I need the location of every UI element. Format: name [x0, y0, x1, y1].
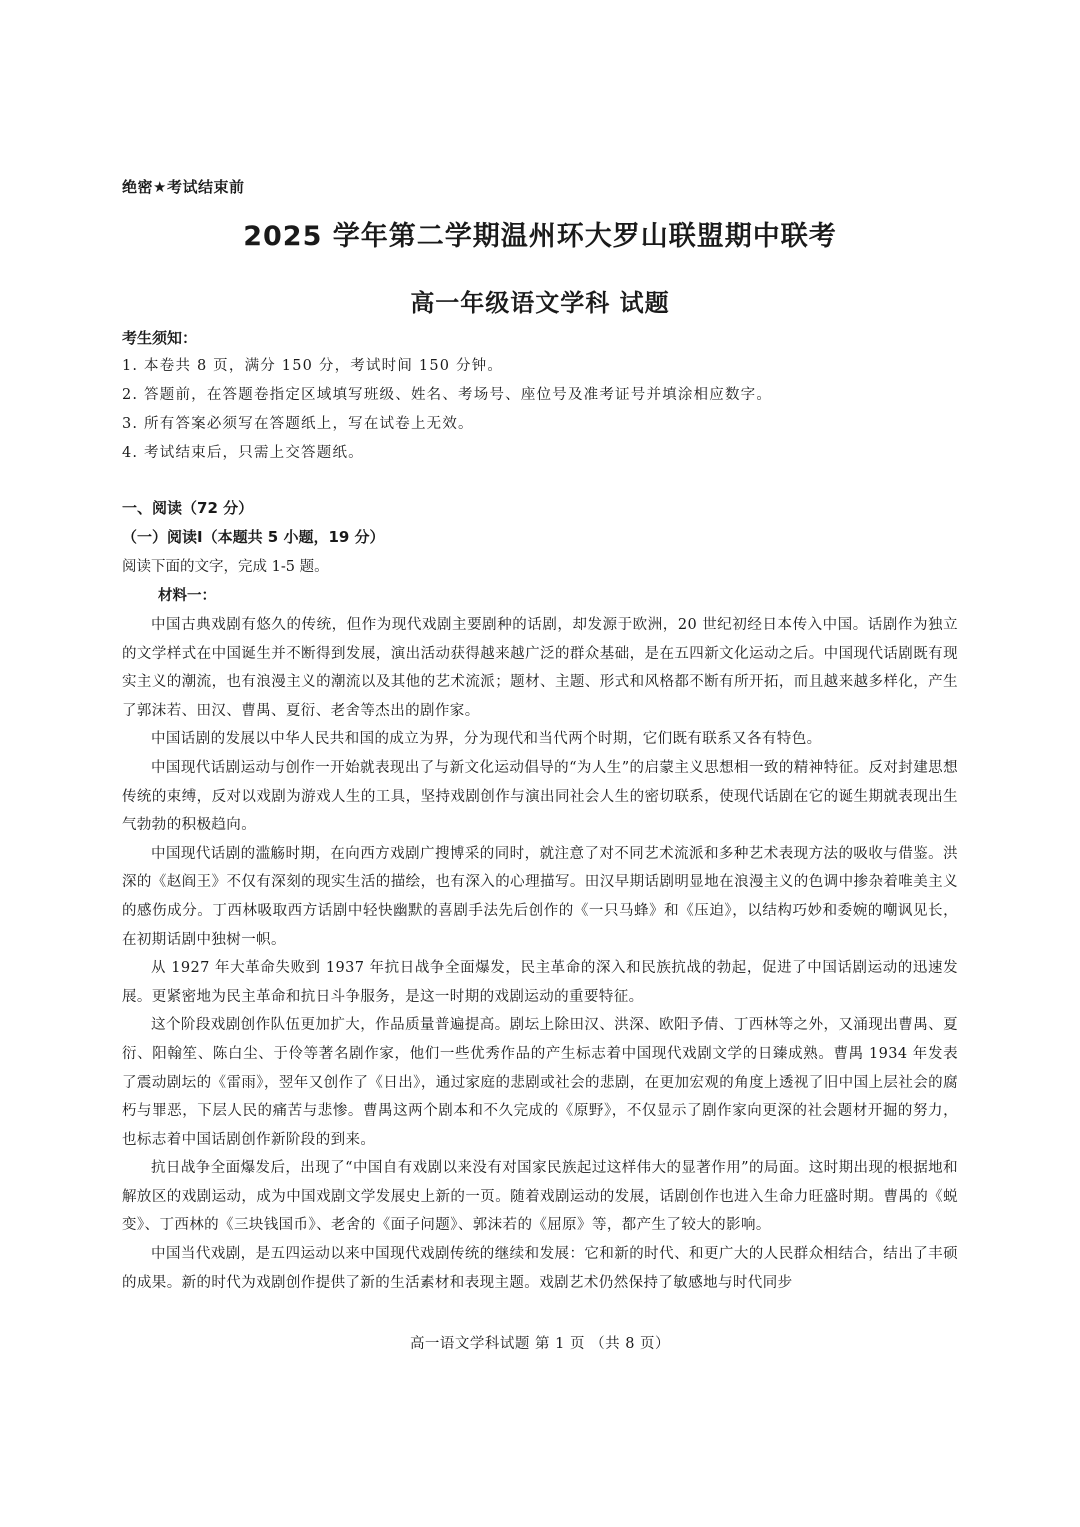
section-heading: 一、阅读（72 分）: [122, 499, 254, 517]
passage-paragraph: 中国话剧的发展以中华人民共和国的成立为界，分为现代和当代两个时期，它们既有联系又各有特色。: [151, 731, 822, 748]
notice-item: 2. 答题前，在答题卷指定区域填写班级、姓名、考场号、座位号及准考证号并填涂相应数字。: [122, 387, 773, 403]
reading-instruction: 阅读下面的文字，完成 1-5 题。: [122, 559, 329, 575]
passage-paragraph: 从 1927 年大革命失败到 1937 年抗日战争全面爆发，民主革命的深入和民族抗战的勃起，促进了中国话剧运动的迅速发展。更紧密地为民主革命和抗日斗争服务，是这一时期的戏剧运动的重要特征。: [122, 960, 958, 1005]
reading-passage: [122, 611, 958, 1297]
passage-paragraph: 这个阶段戏剧创作队伍更加扩大，作品质量普遍提高。剧坛上除田汉、洪深、欧阳予倩、丁西林等之外，又涌现出曹禺、夏衍、阳翰笙、陈白尘、于伶等著名剧作家，他们一些优秀作品的产生标志着中国现代戏剧文学的日臻成熟。曹禺 1934 年发表了震动剧坛的《雷雨》，翌年又创作了《日出》，通过家庭的悲剧或社会的悲剧，在更加宏观的角度上透视了旧中国上层社会的腐朽与罪恶，下层人民的痛苦与悲惨。曹禺这两个剧本和不久完成的《原野》，不仅显示了剧作家向更深的社会题材开掘的努力，也标志着中国话剧创作新阶段的到来。: [122, 1017, 958, 1148]
passage-paragraph: 中国当代戏剧，是五四运动以来中国现代戏剧传统的继续和发展：它和新的时代、和更广大的人民群众相结合，结出了丰硕的成果。新的时代为戏剧创作提供了新的生活素材和表现主题。戏剧艺术仍然保持了敏感地与时代同步: [122, 1246, 958, 1291]
subsection-heading: （一）阅读Ⅰ（本题共 5 小题，19 分）: [122, 528, 385, 546]
notice-list: [122, 355, 962, 471]
material-label: 材料一：: [158, 588, 216, 604]
passage-paragraph: 中国现代话剧运动与创作一开始就表现出了与新文化运动倡导的“为人生”的启蒙主义思想相一致的精神特征。反对封建思想传统的束缚，反对以戏剧为游戏人生的工具，坚持戏剧创作与演出同社会人生的密切联系，使现代话剧在它的诞生期就表现出生气勃勃的积极趋向。: [122, 759, 958, 834]
exam-title: 2025 学年第二学期温州环大罗山联盟期中联考: [243, 221, 837, 252]
passage-paragraph: 中国现代话剧的滥觞时期，在向西方戏剧广搜博采的同时，就注意了对不同艺术流派和多种艺术表现方法的吸收与借鉴。洪深的《赵阎王》不仅有深刻的现实生活的描绘，也有深入的心理描写。田汉早期话剧明显地在浪漫主义的色调中掺杂着唯美主义的感伤成分。丁西林吸取西方话剧中轻快幽默的喜剧手法先后创作的《一只马蜂》和《压迫》，以结构巧妙和委婉的嘲讽见长，在初期话剧中独树一帜。: [122, 845, 958, 948]
passage-paragraph: 中国古典戏剧有悠久的传统，但作为现代戏剧主要剧种的话剧，却发源于欧洲，20 世纪初经日本传入中国。话剧作为独立的文学样式在中国诞生并不断得到发展，演出活动获得越来越广泛的群众基础，是在五四新文化运动之后。中国现代话剧既有现实主义的潮流，也有浪漫主义的潮流以及其他的艺术流派；题材、主题、形式和风格都不断有所开拓，而且越来越多样化，产生了郭沫若、田汉、曹禺、夏衍、老舍等杰出的剧作家。: [122, 617, 958, 719]
passage-paragraph: 抗日战争全面爆发后，出现了“中国自有戏剧以来没有对国家民族起过这样伟大的显著作用”的局面。这时期出现的根据地和解放区的戏剧运动，成为中国戏剧文学发展史上新的一页。随着戏剧运动的发展，话剧创作也进入生命力旺盛时期。曹禺的《蜕变》、丁西林的《三块钱国币》、老舍的《面子问题》、郭沫若的《屈原》等，都产生了较大的影响。: [122, 1160, 958, 1234]
notice-item: 3. 所有答案必须写在答题纸上，写在试卷上无效。: [122, 416, 474, 432]
notice-item: 4. 考试结束后，只需上交答题纸。: [122, 445, 364, 461]
notice-heading: 考生须知：: [122, 329, 198, 347]
confidential-label: 绝密★考试结束前: [122, 178, 245, 196]
notice-item: 1. 本卷共 8 页，满分 150 分，考试时间 150 分钟。: [122, 358, 504, 374]
exam-subtitle: 高一年级语文学科 试题: [410, 289, 670, 317]
page-footer: 高一语文学科试题 第 1 页 （共 8 页）: [409, 1336, 671, 1352]
